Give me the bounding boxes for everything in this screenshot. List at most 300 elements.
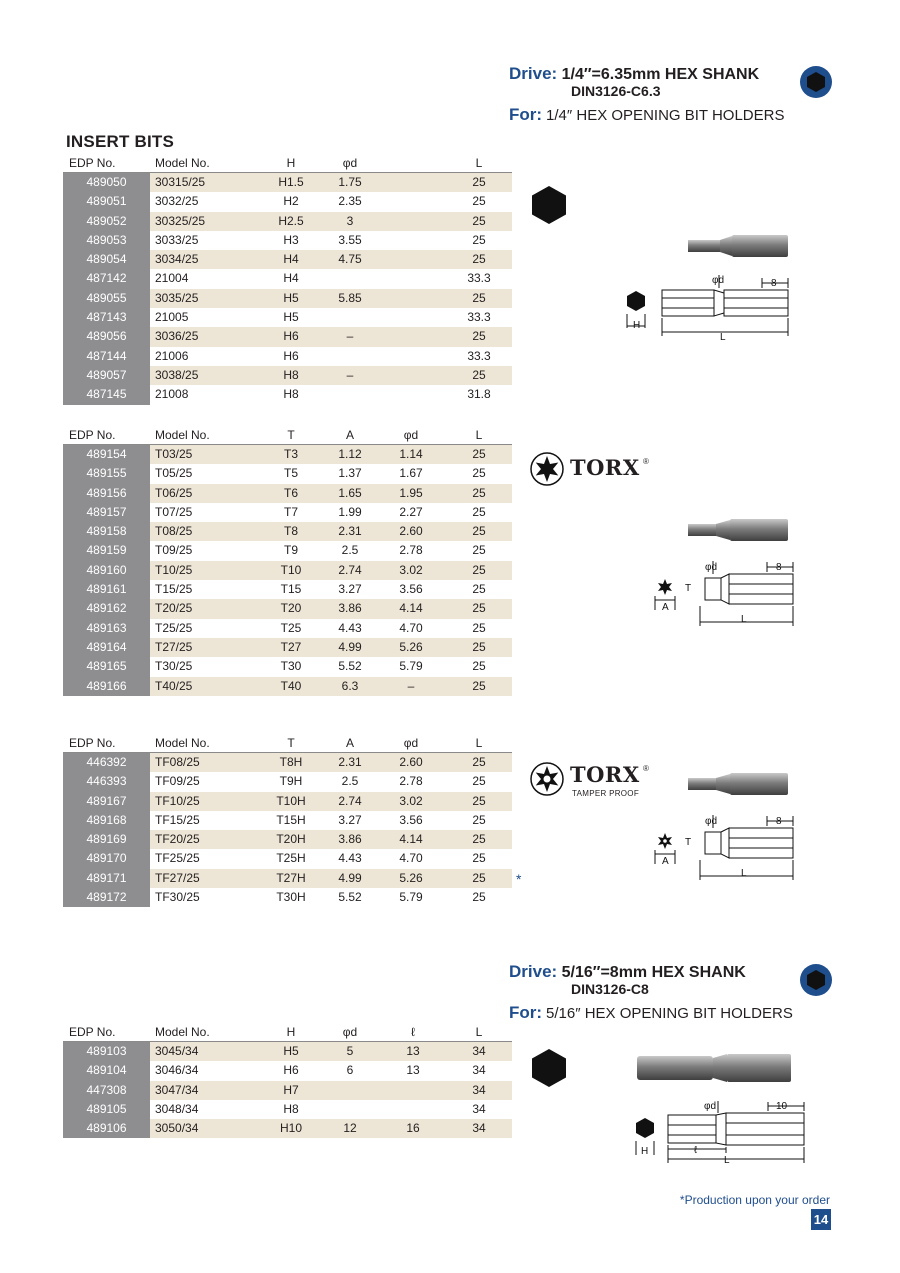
value-cell: – bbox=[346, 367, 354, 382]
table-row bbox=[63, 192, 512, 211]
model-cell: T40/25 bbox=[155, 678, 193, 693]
value-cell: 33.3 bbox=[467, 271, 491, 286]
edp-cell: 489161 bbox=[63, 580, 150, 599]
table-row bbox=[63, 385, 512, 404]
model-cell: T05/25 bbox=[155, 466, 193, 481]
edp-cell: 489170 bbox=[63, 849, 150, 868]
value-cell: H6 bbox=[283, 1063, 299, 1078]
value-cell: H3 bbox=[283, 232, 299, 247]
value-cell: 25 bbox=[472, 890, 486, 905]
value-cell: 1.75 bbox=[338, 175, 362, 189]
value-cell: 5.52 bbox=[338, 659, 362, 674]
hex-bit-photo bbox=[688, 233, 792, 259]
edp-cell: 489167 bbox=[63, 792, 150, 811]
model-cell: 21005 bbox=[155, 310, 189, 325]
model-cell: 30315/25 bbox=[155, 175, 206, 189]
value-cell: H8 bbox=[283, 1101, 299, 1116]
value-cell: 3.56 bbox=[399, 812, 423, 827]
value-cell: T8 bbox=[283, 524, 299, 539]
value-cell: 33.3 bbox=[467, 348, 491, 363]
value-cell: – bbox=[407, 678, 415, 693]
value-cell: 25 bbox=[472, 367, 486, 382]
model-cell: T20/25 bbox=[155, 601, 193, 616]
value-cell: H6 bbox=[283, 329, 299, 344]
value-cell: T10H bbox=[276, 793, 306, 808]
value-cell: H8 bbox=[283, 387, 299, 402]
col-l: L bbox=[475, 1025, 483, 1039]
value-cell: 25 bbox=[472, 851, 486, 866]
edp-cell: 489051 bbox=[63, 192, 150, 211]
col-a: A bbox=[345, 428, 355, 442]
value-cell: 3 bbox=[346, 213, 354, 228]
col-phid: φd bbox=[342, 1025, 358, 1039]
value-cell: 25 bbox=[472, 175, 486, 189]
value-cell: 34 bbox=[472, 1101, 486, 1116]
col-edp: EDP No. bbox=[69, 1025, 116, 1039]
table-row bbox=[63, 445, 512, 464]
value-cell: 25 bbox=[472, 601, 486, 616]
edp-cell: 489154 bbox=[63, 445, 150, 464]
dim-8-label: 8 bbox=[771, 278, 777, 289]
value-cell: 5 bbox=[346, 1044, 354, 1058]
model-cell: TF10/25 bbox=[155, 793, 200, 808]
drive-label: Drive: bbox=[509, 64, 558, 83]
dim-t-label: T bbox=[685, 583, 692, 594]
col-phid: φd bbox=[403, 736, 419, 750]
table-row bbox=[63, 772, 512, 791]
value-cell: 5.85 bbox=[338, 290, 362, 305]
value-cell: 34 bbox=[472, 1082, 486, 1097]
dim-a-label: A bbox=[662, 602, 669, 613]
torx-wordmark: TORX bbox=[570, 455, 640, 480]
value-cell: 34 bbox=[472, 1063, 486, 1078]
table-row bbox=[63, 464, 512, 483]
value-cell: 25 bbox=[472, 793, 486, 808]
table-row bbox=[63, 212, 512, 231]
dim-l-label: L bbox=[720, 332, 726, 342]
edp-cell: 487145 bbox=[63, 385, 150, 404]
value-cell: T8H bbox=[279, 755, 303, 769]
model-cell: T15/25 bbox=[155, 582, 193, 597]
model-cell: T09/25 bbox=[155, 543, 193, 558]
value-cell: H4 bbox=[283, 271, 299, 286]
table-row bbox=[63, 580, 512, 599]
table-row bbox=[63, 619, 512, 638]
for-value: 5/16″ HEX OPENING BIT HOLDERS bbox=[546, 1005, 793, 1022]
table-row bbox=[63, 1061, 512, 1080]
col-model: Model No. bbox=[155, 156, 210, 170]
value-cell: 6.3 bbox=[341, 678, 359, 693]
value-cell: 1.95 bbox=[399, 485, 423, 500]
drive-value: 5/16″=8mm HEX SHANK bbox=[561, 964, 746, 981]
value-cell: H1.5 bbox=[278, 175, 304, 189]
edp-cell: 489164 bbox=[63, 638, 150, 657]
edp-cell: 489054 bbox=[63, 250, 150, 269]
value-cell: 5.79 bbox=[399, 890, 423, 905]
value-cell: 2.60 bbox=[399, 755, 423, 769]
torx-bit-diagram bbox=[645, 556, 805, 628]
for-value: 1/4″ HEX OPENING BIT HOLDERS bbox=[546, 107, 785, 124]
model-cell: 3036/25 bbox=[155, 329, 199, 344]
edp-cell: 489053 bbox=[63, 231, 150, 250]
model-cell: 3047/34 bbox=[155, 1082, 199, 1097]
value-cell: H5 bbox=[283, 1044, 299, 1058]
table-row bbox=[63, 811, 512, 830]
value-cell: T25H bbox=[276, 851, 306, 866]
table-row bbox=[63, 503, 512, 522]
model-cell: TF15/25 bbox=[155, 812, 200, 827]
col-t: T bbox=[287, 428, 295, 442]
dim-phid-label: φd bbox=[704, 1101, 717, 1112]
model-cell: 3034/25 bbox=[155, 252, 199, 267]
value-cell: H2 bbox=[283, 194, 299, 209]
col-edp: EDP No. bbox=[69, 428, 116, 442]
value-cell: 2.5 bbox=[341, 774, 359, 789]
value-cell: 2.35 bbox=[338, 194, 362, 209]
value-cell: 2.78 bbox=[399, 543, 423, 558]
col-edp: EDP No. bbox=[69, 736, 116, 750]
col-a: A bbox=[345, 736, 355, 750]
edp-cell: 489166 bbox=[63, 677, 150, 696]
value-cell: T27H bbox=[276, 870, 306, 885]
table-row bbox=[63, 599, 512, 618]
table-row bbox=[63, 792, 512, 811]
table-row bbox=[63, 269, 512, 288]
edp-cell: 489057 bbox=[63, 366, 150, 385]
hex-8mm-bit-diagram bbox=[630, 1097, 810, 1167]
col-l: L bbox=[475, 736, 483, 750]
edp-cell: 489168 bbox=[63, 811, 150, 830]
model-cell: T10/25 bbox=[155, 562, 193, 577]
value-cell: 4.99 bbox=[338, 870, 362, 885]
hex-8mm-bit-photo bbox=[637, 1052, 795, 1084]
torx-registered: ® bbox=[643, 457, 649, 466]
torx-tamper-proof-logo-icon bbox=[530, 762, 564, 796]
value-cell: 25 bbox=[472, 524, 486, 539]
dim-t-label: T bbox=[685, 837, 692, 848]
torx-tp-bit-diagram bbox=[645, 810, 805, 882]
value-cell: 25 bbox=[472, 485, 486, 500]
value-cell: 1.12 bbox=[338, 447, 362, 461]
col-model: Model No. bbox=[155, 1025, 210, 1039]
model-cell: TF20/25 bbox=[155, 832, 200, 847]
edp-cell: 489171 bbox=[63, 869, 150, 888]
value-cell: 1.67 bbox=[399, 466, 423, 481]
table-row bbox=[63, 657, 512, 676]
model-cell: 30325/25 bbox=[155, 213, 206, 228]
value-cell: – bbox=[346, 329, 354, 344]
value-cell: H6 bbox=[283, 348, 299, 363]
table-row bbox=[63, 173, 512, 192]
value-cell: T7 bbox=[283, 504, 299, 519]
edp-cell: 489106 bbox=[63, 1119, 150, 1138]
value-cell: T5 bbox=[283, 466, 299, 481]
value-cell: 13 bbox=[406, 1063, 420, 1078]
drive-standard: DIN3126-C8 bbox=[571, 981, 649, 997]
model-cell: 3048/34 bbox=[155, 1101, 199, 1116]
table-header bbox=[63, 734, 512, 753]
value-cell: T27 bbox=[280, 639, 302, 654]
value-cell: T9H bbox=[279, 774, 303, 789]
edp-cell: 489162 bbox=[63, 599, 150, 618]
value-cell: 34 bbox=[472, 1121, 486, 1136]
model-cell: 21006 bbox=[155, 348, 189, 363]
edp-cell: 489156 bbox=[63, 484, 150, 503]
value-cell: 3.56 bbox=[399, 582, 423, 597]
value-cell: 3.02 bbox=[399, 793, 423, 808]
dim-phid-label: φd bbox=[712, 275, 725, 286]
value-cell: 25 bbox=[472, 832, 486, 847]
value-cell: 6 bbox=[346, 1063, 354, 1078]
dim-h-label: H bbox=[641, 1146, 649, 1157]
value-cell: 25 bbox=[472, 466, 486, 481]
table-row bbox=[63, 1100, 512, 1119]
dim-ell-label: ℓ bbox=[694, 1145, 698, 1156]
table-row bbox=[63, 327, 512, 346]
value-cell: 31.8 bbox=[467, 387, 491, 402]
hex-shank-badge-icon bbox=[800, 66, 832, 98]
value-cell: 25 bbox=[472, 870, 486, 885]
value-cell: H10 bbox=[279, 1121, 303, 1136]
table-row bbox=[63, 484, 512, 503]
value-cell: 25 bbox=[472, 329, 486, 344]
table-row bbox=[63, 677, 512, 696]
value-cell: H5 bbox=[283, 290, 299, 305]
table-row bbox=[63, 849, 512, 868]
value-cell: 25 bbox=[472, 582, 486, 597]
value-cell: 2.78 bbox=[399, 774, 423, 789]
value-cell: 2.31 bbox=[338, 755, 362, 769]
col-h: H bbox=[286, 156, 296, 170]
edp-cell: 489155 bbox=[63, 464, 150, 483]
edp-cell: 489157 bbox=[63, 503, 150, 522]
dim-phid-label: φd bbox=[705, 816, 718, 827]
value-cell: T30 bbox=[280, 659, 302, 674]
value-cell: T40 bbox=[280, 678, 302, 693]
table-row bbox=[63, 231, 512, 250]
value-cell: 12 bbox=[343, 1121, 357, 1136]
value-cell: T25 bbox=[280, 620, 302, 635]
hex-socket-icon bbox=[531, 185, 567, 225]
value-cell: T10 bbox=[280, 562, 302, 577]
hex-8mm-bits-table bbox=[63, 1023, 512, 1138]
dim-phid-label: φd bbox=[705, 562, 718, 573]
value-cell: 25 bbox=[472, 447, 486, 461]
drive-header-2 bbox=[509, 962, 793, 1023]
model-cell: 3038/25 bbox=[155, 367, 199, 382]
table-row bbox=[63, 250, 512, 269]
value-cell: 25 bbox=[472, 213, 486, 228]
table-row bbox=[63, 366, 512, 385]
edp-cell: 489103 bbox=[63, 1042, 150, 1061]
dim-h-label: H bbox=[633, 320, 641, 331]
table-row bbox=[63, 1042, 512, 1061]
value-cell: H5 bbox=[283, 310, 299, 325]
value-cell: 3.86 bbox=[338, 601, 362, 616]
edp-cell: 489158 bbox=[63, 522, 150, 541]
edp-cell: 446393 bbox=[63, 772, 150, 791]
value-cell: H2.5 bbox=[278, 213, 304, 228]
value-cell: 2.27 bbox=[399, 504, 423, 519]
model-cell: 3035/25 bbox=[155, 290, 199, 305]
edp-cell: 487143 bbox=[63, 308, 150, 327]
hex-bits-table bbox=[63, 154, 512, 405]
value-cell: H8 bbox=[283, 367, 299, 382]
model-cell: T03/25 bbox=[155, 447, 193, 461]
value-cell: 1.37 bbox=[338, 466, 362, 481]
dim-10-label: 10 bbox=[776, 1101, 788, 1112]
model-cell: TF08/25 bbox=[155, 755, 200, 769]
col-ell: ℓ bbox=[411, 1025, 415, 1039]
torx-tamper-proof-table bbox=[63, 734, 512, 907]
dim-a-label: A bbox=[662, 856, 669, 867]
value-cell: 34 bbox=[472, 1044, 486, 1058]
edp-cell: 489159 bbox=[63, 541, 150, 560]
footnote: *Production upon your order bbox=[679, 1193, 830, 1207]
dim-l-label: L bbox=[741, 868, 747, 879]
edp-cell: 489163 bbox=[63, 619, 150, 638]
torx-bits-table bbox=[63, 426, 512, 696]
table-row bbox=[63, 561, 512, 580]
edp-cell: 489052 bbox=[63, 212, 150, 231]
value-cell: 25 bbox=[472, 252, 486, 267]
col-phid: φd bbox=[403, 428, 419, 442]
value-cell: 25 bbox=[472, 504, 486, 519]
model-cell: 21008 bbox=[155, 387, 189, 402]
value-cell: 4.43 bbox=[338, 851, 362, 866]
value-cell: 2.60 bbox=[399, 524, 423, 539]
model-cell: TF30/25 bbox=[155, 890, 200, 905]
table-row bbox=[63, 289, 512, 308]
model-cell: T30/25 bbox=[155, 659, 193, 674]
edp-cell: 489104 bbox=[63, 1061, 150, 1080]
value-cell: 25 bbox=[472, 755, 486, 769]
value-cell: 2.74 bbox=[338, 562, 362, 577]
value-cell: 3.02 bbox=[399, 562, 423, 577]
value-cell: 4.75 bbox=[338, 252, 362, 267]
value-cell: 1.14 bbox=[399, 447, 423, 461]
edp-cell: 447308 bbox=[63, 1081, 150, 1100]
value-cell: 25 bbox=[472, 639, 486, 654]
torx-tp-wordmark: TORX bbox=[570, 762, 640, 787]
edp-cell: 489160 bbox=[63, 561, 150, 580]
page-number: 14 bbox=[811, 1209, 831, 1230]
col-t: T bbox=[287, 736, 295, 750]
table-header bbox=[63, 426, 512, 445]
model-cell: TF25/25 bbox=[155, 851, 200, 866]
drive-label: Drive: bbox=[509, 962, 558, 981]
col-l: L bbox=[475, 156, 483, 170]
model-cell: T27/25 bbox=[155, 639, 193, 654]
edp-cell: 487142 bbox=[63, 269, 150, 288]
value-cell: 2.5 bbox=[341, 543, 359, 558]
dim-8-label: 8 bbox=[776, 562, 782, 573]
value-cell: 25 bbox=[472, 774, 486, 789]
value-cell: 3.27 bbox=[338, 582, 362, 597]
value-cell: T6 bbox=[283, 485, 299, 500]
edp-cell: 489056 bbox=[63, 327, 150, 346]
dim-l-label: L bbox=[724, 1155, 730, 1166]
table-row bbox=[63, 308, 512, 327]
model-cell: 3050/34 bbox=[155, 1121, 199, 1136]
model-cell: T06/25 bbox=[155, 485, 193, 500]
value-cell: 16 bbox=[406, 1121, 420, 1136]
value-cell: T15 bbox=[280, 582, 302, 597]
value-cell: H4 bbox=[283, 252, 299, 267]
model-cell: T25/25 bbox=[155, 620, 193, 635]
edp-cell: 489105 bbox=[63, 1100, 150, 1119]
value-cell: 25 bbox=[472, 659, 486, 674]
value-cell: 3.55 bbox=[338, 232, 362, 247]
table-row bbox=[63, 541, 512, 560]
value-cell: 25 bbox=[472, 290, 486, 305]
value-cell: 5.26 bbox=[399, 870, 423, 885]
edp-cell: 487144 bbox=[63, 347, 150, 366]
value-cell: 25 bbox=[472, 562, 486, 577]
col-model: Model No. bbox=[155, 736, 210, 750]
torx-tp-bit-photo bbox=[688, 771, 792, 797]
model-cell: TF09/25 bbox=[155, 774, 200, 789]
edp-cell: 446392 bbox=[63, 753, 150, 772]
value-cell: T3 bbox=[283, 447, 299, 461]
value-cell: 4.14 bbox=[399, 832, 423, 847]
table-row bbox=[63, 1119, 512, 1138]
col-model: Model No. bbox=[155, 428, 210, 442]
value-cell: 4.14 bbox=[399, 601, 423, 616]
value-cell: 3.27 bbox=[338, 812, 362, 827]
value-cell: 5.52 bbox=[338, 890, 362, 905]
value-cell: T30H bbox=[276, 890, 306, 905]
value-cell: T20H bbox=[276, 832, 306, 847]
table-header bbox=[63, 1023, 512, 1042]
edp-cell: 489050 bbox=[63, 173, 150, 192]
table-row bbox=[63, 753, 512, 772]
value-cell: T15H bbox=[276, 812, 306, 827]
hex-shank-badge-icon bbox=[800, 964, 832, 996]
col-h: H bbox=[286, 1025, 296, 1039]
value-cell: 4.70 bbox=[399, 851, 423, 866]
dim-8-label: 8 bbox=[776, 816, 782, 827]
dim-l-label: L bbox=[741, 614, 747, 625]
value-cell: 13 bbox=[406, 1044, 420, 1058]
torx-tp-registered: ® bbox=[643, 764, 649, 773]
table-row bbox=[63, 638, 512, 657]
table-row bbox=[63, 869, 512, 888]
value-cell: 2.31 bbox=[338, 524, 362, 539]
model-cell: 21004 bbox=[155, 271, 189, 286]
value-cell: 4.43 bbox=[338, 620, 362, 635]
drive-standard: DIN3126-C6.3 bbox=[571, 83, 661, 99]
edp-cell: 489055 bbox=[63, 289, 150, 308]
drive-header-1 bbox=[509, 64, 784, 125]
torx-logo-icon bbox=[530, 452, 564, 486]
model-cell: T07/25 bbox=[155, 504, 193, 519]
value-cell: T9 bbox=[283, 543, 299, 558]
col-l: L bbox=[475, 428, 483, 442]
model-cell: 3032/25 bbox=[155, 194, 199, 209]
table-header bbox=[63, 154, 512, 173]
value-cell: 25 bbox=[472, 543, 486, 558]
value-cell: 4.99 bbox=[338, 639, 362, 654]
torx-bit-photo bbox=[688, 517, 792, 543]
value-cell: 3.86 bbox=[338, 832, 362, 847]
value-cell: 25 bbox=[472, 620, 486, 635]
value-cell: 33.3 bbox=[467, 310, 491, 325]
value-cell: 1.65 bbox=[338, 485, 362, 500]
edp-cell: 489165 bbox=[63, 657, 150, 676]
table-row bbox=[63, 1081, 512, 1100]
value-cell: 1.99 bbox=[338, 504, 362, 519]
